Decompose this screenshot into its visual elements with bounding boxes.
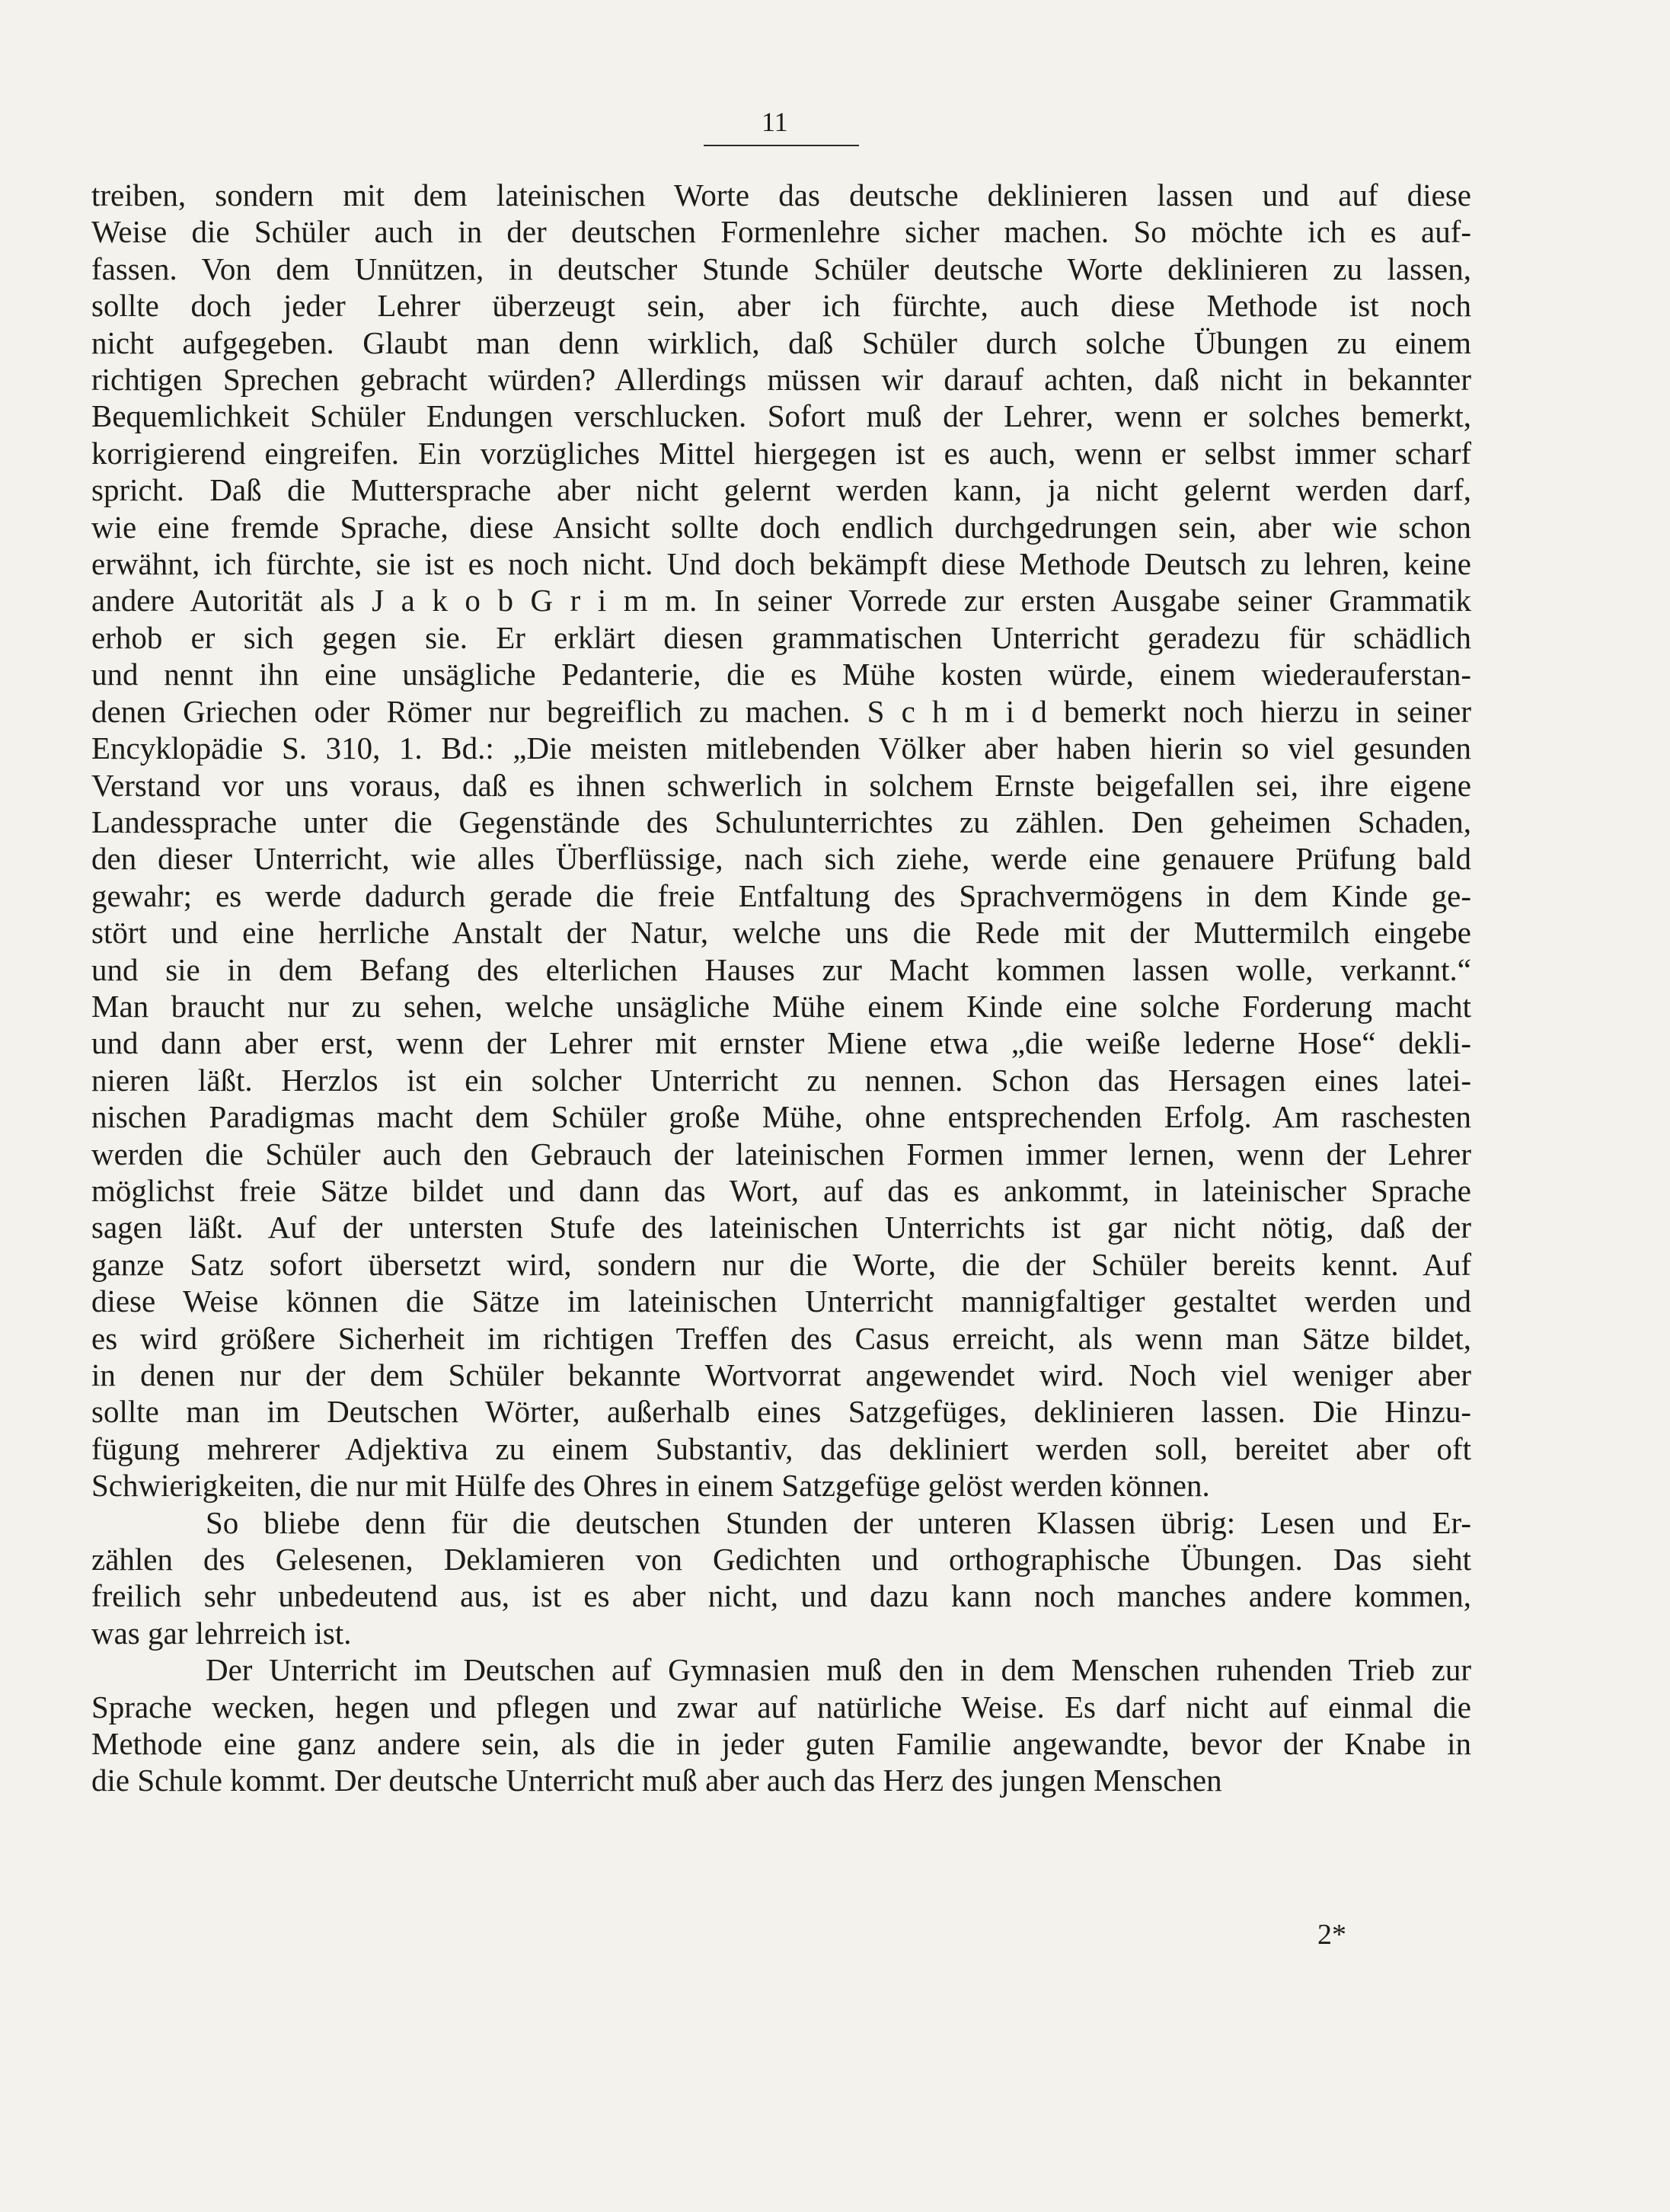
text-line: Methode eine ganz andere sein, als die in jeder guten Familie angewandte, bevor der Knabe in [91, 1726, 1471, 1762]
text-line: gewahr; es werde dadurch gerade die freie Entfaltung des Sprachvermögens in dem Kinde ge- [91, 877, 1471, 913]
text-line: Weise die Schüler auch in der deutschen Formenlehre sicher machen. So möchte ich es auf- [91, 214, 1471, 250]
paragraph [91, 1504, 1471, 1652]
text-line: erhob er sich gegen sie. Er erklärt diesen grammatischen Unterricht geradezu für schädlich [91, 619, 1471, 655]
text-line: sollte man im Deutschen Wörter, außerhalb eines Satzgefüges, deklinieren lassen. Die Hinzu- [91, 1394, 1471, 1430]
text-line: fügung mehrerer Adjektiva zu einem Substantiv, das dekliniert werden soll, bereitet aber oft [91, 1430, 1471, 1466]
body-text [91, 177, 1471, 1799]
text-line: denen Griechen oder Römer nur begreiflich zu machen. S c h m i d bemerkt noch hierzu in seiner [91, 693, 1471, 729]
text-line: diese Weise können die Sätze im lateinischen Unterricht mannigfaltiger gestaltet werden und [91, 1283, 1471, 1319]
paragraph [91, 1651, 1471, 1799]
text-line: Bequemlichkeit Schüler Endungen verschlucken. Sofort muß der Lehrer, wenn er solches bemerkt, [91, 398, 1471, 434]
text-line: wie eine fremde Sprache, diese Ansicht sollte doch endlich durchgedrungen sein, aber wie schon [91, 509, 1471, 545]
text-line: sollte doch jeder Lehrer überzeugt sein, aber ich fürchte, auch diese Methode ist noch [91, 288, 1471, 324]
text-line: Verstand vor uns voraus, daß es ihnen schwerlich in solchem Ernste beigefallen sei, ihre eigene [91, 767, 1471, 803]
paragraph [91, 177, 1471, 1504]
text-line: andere Autorität als J a k o b G r i m m. In seiner Vorrede zur ersten Ausgabe seiner Grammatik [91, 583, 1471, 619]
text-line: den dieser Unterricht, wie alles Überflüssige, nach sich ziehe, werde eine genauere Prüfung bald [91, 841, 1471, 877]
text-line: Schwierigkeiten, die nur mit Hülfe des Ohres in einem Satzgefüge gelöst werden können. [91, 1468, 1210, 1504]
page-number-rule [704, 145, 859, 146]
text-line: So bliebe denn für die deutschen Stunden der unteren Klassen übrig: Lesen und Er- [206, 1504, 1471, 1540]
text-line: Der Unterricht im Deutschen auf Gymnasien muß den in dem Menschen ruhenden Trieb zur [206, 1652, 1471, 1688]
text-line: stört und eine herrliche Anstalt der Natur, welche uns die Rede mit der Muttermilch eingebe [91, 915, 1471, 951]
text-line: Man braucht nur zu sehen, welche unsägliche Mühe einem Kinde eine solche Forderung macht [91, 988, 1471, 1024]
text-line: es wird größere Sicherheit im richtigen Treffen des Casus erreicht, als wenn man Sätze bildet, [91, 1320, 1471, 1356]
page-number: 11 [762, 107, 788, 137]
text-line: richtigen Sprechen gebracht würden? Allerdings müssen wir darauf achten, daß nicht in bekannter [91, 362, 1471, 398]
text-line: die Schule kommt. Der deutsche Unterricht muß aber auch das Herz des jungen Menschen [91, 1763, 1222, 1798]
text-line: freilich sehr unbedeutend aus, ist es aber nicht, und dazu kann noch manches andere kommen, [91, 1578, 1471, 1614]
signature-mark: 2* [1317, 1919, 1346, 1951]
text-line: Encyklopädie S. 310, 1. Bd.: „Die meisten mitlebenden Völker aber haben hierin so viel gesunden [91, 730, 1471, 766]
text-line: fassen. Von dem Unnützen, in deutscher Stunde Schüler deutsche Worte deklinieren zu lassen, [91, 251, 1471, 286]
text-line: treiben, sondern mit dem lateinischen Worte das deutsche deklinieren lassen und auf diese [91, 177, 1471, 213]
text-line: Landessprache unter die Gegenstände des Schulunterrichtes zu zählen. Den geheimen Schaden, [91, 804, 1471, 839]
text-line: nischen Paradigmas macht dem Schüler große Mühe, ohne entsprechenden Erfolg. Am raschesten [91, 1099, 1471, 1135]
text-line: spricht. Daß die Muttersprache aber nicht gelernt werden kann, ja nicht gelernt werden darf, [91, 472, 1471, 508]
text-line: Sprache wecken, hegen und pflegen und zwar auf natürliche Weise. Es darf nicht auf einmal die [91, 1689, 1471, 1725]
text-line: nicht aufgegeben. Glaubt man denn wirklich, daß Schüler durch solche Übungen zu einem [91, 324, 1471, 360]
text-line: nieren läßt. Herzlos ist ein solcher Unterricht zu nennen. Schon das Hersagen eines latei- [91, 1062, 1471, 1098]
text-line: und nennt ihn eine unsägliche Pedanterie, die es Mühe kosten würde, einem wiederauferstan- [91, 657, 1471, 692]
text-line: zählen des Gelesenen, Deklamieren von Gedichten und orthographische Übungen. Das sieht [91, 1542, 1471, 1577]
text-line: werden die Schüler auch den Gebrauch der lateinischen Formen immer lernen, wenn der Lehrer [91, 1136, 1471, 1172]
text-line: was gar lehrreich ist. [91, 1615, 352, 1651]
text-line: und dann aber erst, wenn der Lehrer mit ernster Miene etwa „die weiße lederne Hose“ dekli- [91, 1025, 1471, 1061]
text-line: ganze Satz sofort übersetzt wird, sondern nur die Worte, die der Schüler bereits kennt. Auf [91, 1246, 1471, 1282]
text-line: erwähnt, ich fürchte, sie ist es noch nicht. Und doch bekämpft diese Methode Deutsch zu lehren, keine [91, 546, 1471, 582]
text-line: und sie in dem Befang des elterlichen Hauses zur Macht kommen lassen wolle, verkannt.“ [91, 951, 1471, 987]
text-line: möglichst freie Sätze bildet und dann das Wort, auf das es ankommt, in lateinischer Sprache [91, 1172, 1471, 1208]
text-line: sagen läßt. Auf der untersten Stufe des lateinischen Unterrichts ist gar nicht nötig, daß der [91, 1210, 1471, 1245]
text-line: in denen nur der dem Schüler bekannte Wortvorrat angewendet wird. Noch viel weniger aber [91, 1357, 1471, 1392]
text-line: korrigierend eingreifen. Ein vorzügliches Mittel hiergegen ist es auch, wenn er selbst immer scharf [91, 435, 1471, 471]
